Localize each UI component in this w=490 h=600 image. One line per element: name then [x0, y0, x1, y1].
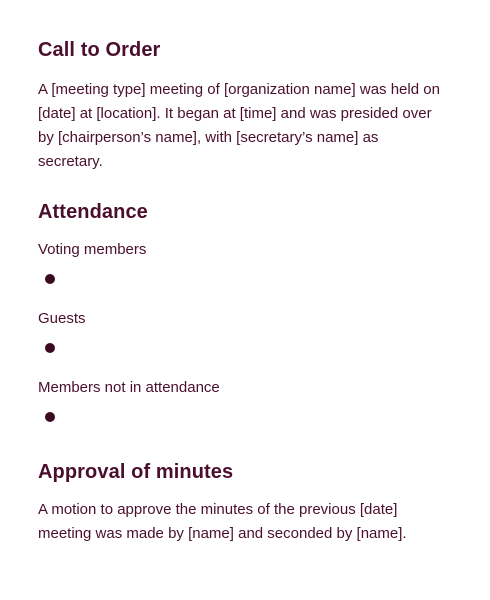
- section-approval-of-minutes: [38, 458, 440, 546]
- section-attendance: [38, 198, 440, 430]
- list-item[interactable]: [38, 406, 440, 430]
- call-to-order-paragraph: A [meeting type] meeting of [organization name] was held on [date] at [location]. It began at [time] and was presided over by [chairperson’s name], with [secretary’s name] as secretary.: [38, 81, 440, 170]
- attendance-group-voting-members: [38, 238, 440, 292]
- attendance-group-members-absent: [38, 376, 440, 430]
- guests-list: [38, 337, 440, 361]
- attendance-group-guests: [38, 307, 440, 361]
- group-label-guests: Guests: [38, 310, 86, 327]
- heading-approval-of-minutes: Approval of minutes: [38, 461, 234, 483]
- group-label-voting-members: Voting members: [38, 241, 147, 258]
- heading-attendance: Attendance: [38, 201, 148, 223]
- voting-members-list: [38, 268, 440, 292]
- group-label-members-not-in-attendance: Members not in attendance: [38, 379, 220, 396]
- heading-call-to-order: Call to Order: [38, 39, 161, 61]
- list-item[interactable]: [38, 268, 440, 292]
- approval-of-minutes-paragraph: A motion to approve the minutes of the previous [date] meeting was made by [name] and seconded by [name].: [38, 501, 407, 542]
- bullet-icon: [45, 274, 55, 284]
- members-not-in-attendance-list: [38, 406, 440, 430]
- section-call-to-order: [38, 36, 440, 174]
- list-item[interactable]: [38, 337, 440, 361]
- bullet-icon: [45, 412, 55, 422]
- bullet-icon: [45, 343, 55, 353]
